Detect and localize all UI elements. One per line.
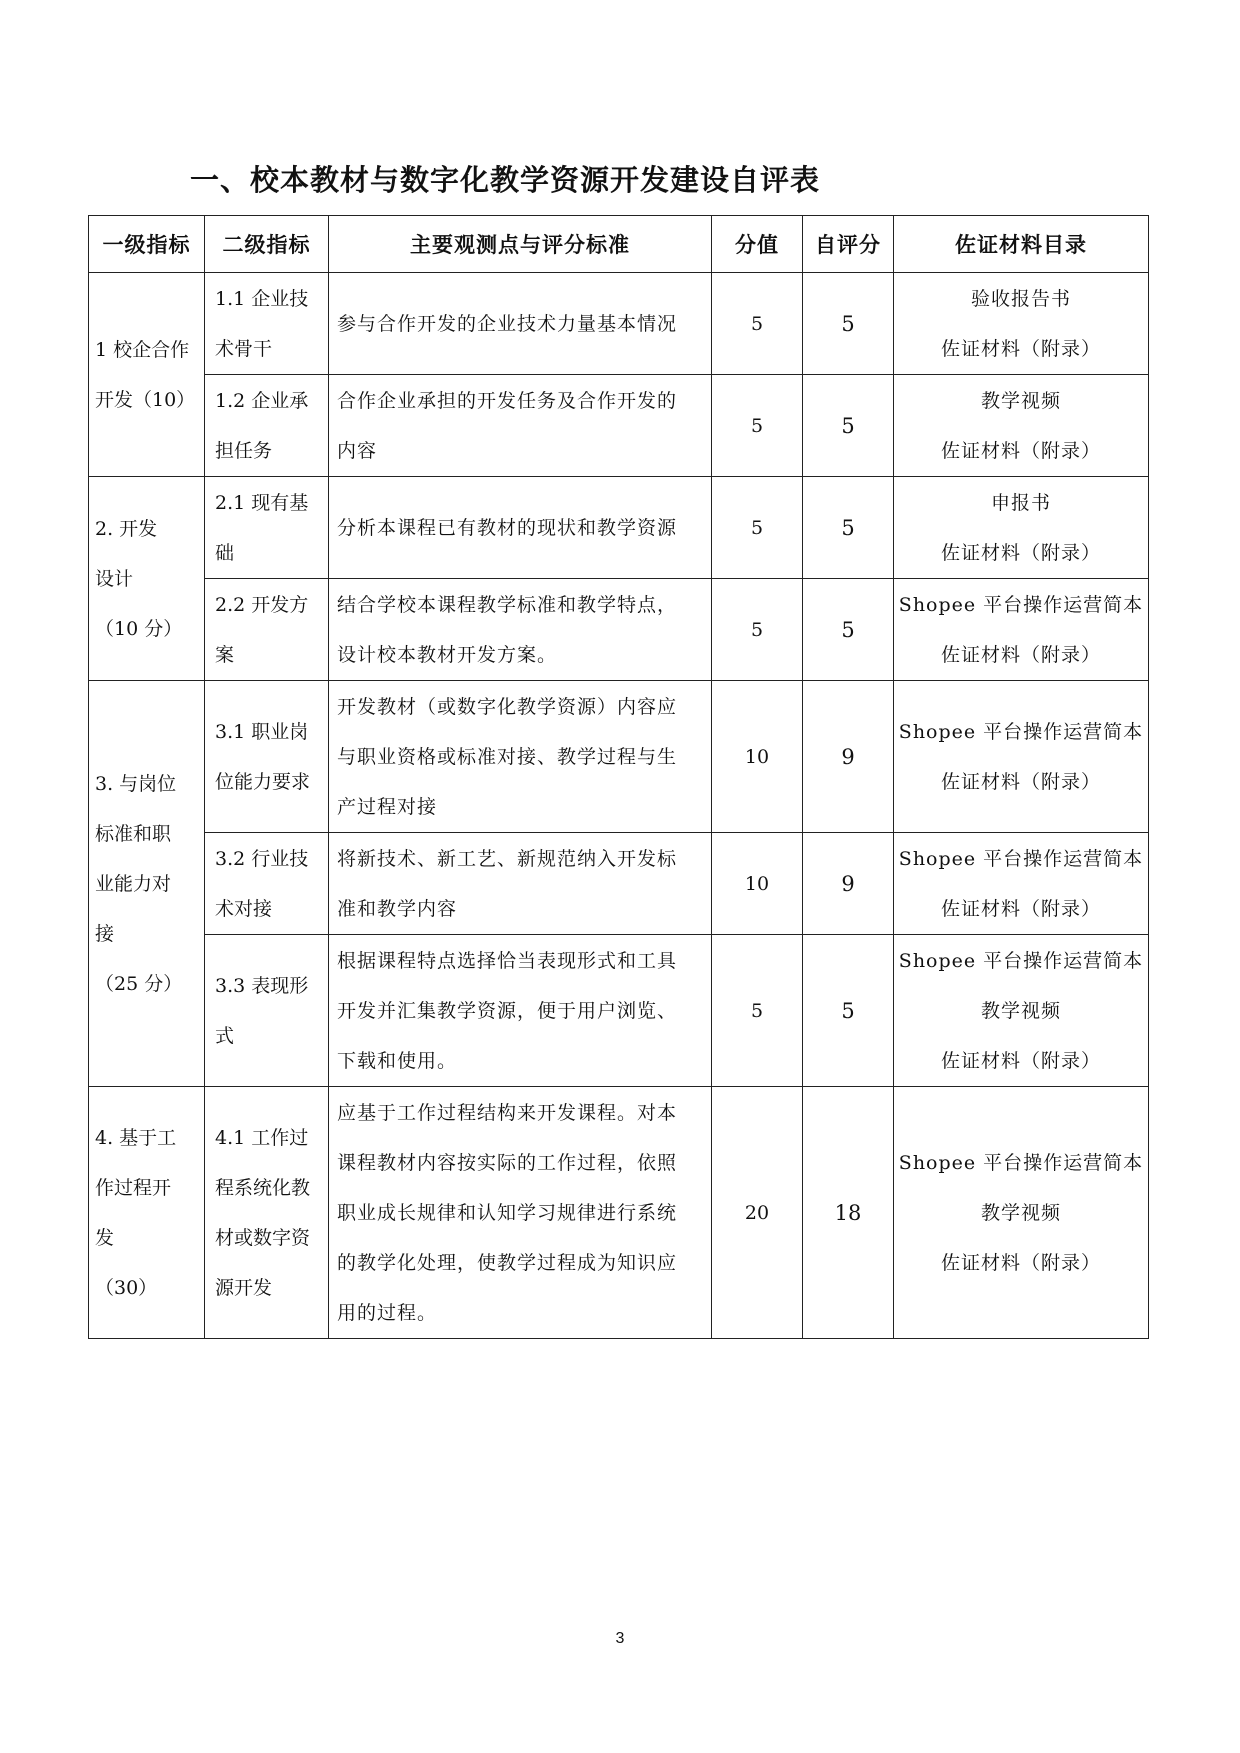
evidence-cell (894, 1087, 1149, 1339)
level1-text: 业能力对 (95, 872, 172, 895)
level2-text: 术骨干 (215, 337, 273, 360)
evidence-cell (894, 579, 1149, 681)
criteria-text: 应基于工作过程结构来开发课程。对本 (337, 1101, 678, 1124)
evidence-text: Shopee 平台操作运营简本 (898, 949, 1144, 972)
criteria-cell (329, 935, 712, 1087)
criteria-text: 分析本课程已有教材的现状和教学资源 (337, 516, 678, 539)
score-cell: 5 (712, 579, 803, 681)
level2-text: 2.2 开发方 (215, 593, 309, 616)
level2-text: 1.1 企业技 (215, 287, 309, 310)
criteria-cell (329, 579, 712, 681)
evidence-text: 佐证材料（附录） (940, 897, 1101, 920)
header-level1: 一级指标 (89, 216, 205, 273)
evidence-text: 佐证材料（附录） (940, 1049, 1101, 1072)
score-cell: 10 (712, 681, 803, 833)
self-score-cell: 18 (803, 1087, 894, 1339)
self-score-cell: 9 (803, 681, 894, 833)
level1-text: 开发（10） (95, 388, 196, 411)
table-row (89, 273, 1149, 375)
level2-text: 担任务 (215, 439, 273, 462)
level1-text: 发 (95, 1226, 115, 1249)
table-row (89, 579, 1149, 681)
criteria-text: 根据课程特点选择恰当表现形式和工具 (337, 949, 678, 972)
table-header-row (89, 216, 1149, 273)
header-score: 分值 (712, 216, 803, 273)
score-cell: 10 (712, 833, 803, 935)
level1-text: （10 分） (95, 617, 183, 640)
table-row (89, 935, 1149, 1087)
score-cell: 5 (712, 477, 803, 579)
evidence-text: Shopee 平台操作运营简本 (898, 593, 1144, 616)
criteria-cell (329, 375, 712, 477)
criteria-cell (329, 681, 712, 833)
level1-text: 4. 基于工 (95, 1126, 177, 1149)
level2-text: 术对接 (215, 897, 273, 920)
level2-text: 础 (215, 541, 235, 564)
evidence-text: 验收报告书 (970, 287, 1071, 310)
evidence-cell (894, 375, 1149, 477)
level2-text: 位能力要求 (215, 770, 311, 793)
level1-text: 2. 开发 (95, 517, 158, 540)
header-level2: 二级指标 (205, 216, 329, 273)
criteria-cell (329, 1087, 712, 1339)
evidence-text: 佐证材料（附录） (940, 439, 1101, 462)
self-score-cell: 5 (803, 935, 894, 1087)
level2-text: 3.1 职业岗 (215, 720, 309, 743)
self-score-cell: 5 (803, 477, 894, 579)
level1-text: 接 (95, 922, 115, 945)
evidence-text: Shopee 平台操作运营简本 (898, 720, 1144, 743)
table-row (89, 375, 1149, 477)
criteria-text: 课程教材内容按实际的工作过程，依照 (337, 1151, 678, 1174)
criteria-text: 下载和使用。 (337, 1049, 458, 1072)
criteria-text: 结合学校本课程教学标准和教学特点， (337, 593, 678, 616)
criteria-text: 内容 (337, 439, 378, 462)
criteria-text: 与职业资格或标准对接、教学过程与生 (337, 745, 678, 768)
self-score-cell: 9 (803, 833, 894, 935)
header-self-score: 自评分 (803, 216, 894, 273)
table-row (89, 681, 1149, 833)
evidence-text: Shopee 平台操作运营简本 (898, 1151, 1144, 1174)
evidence-text: 佐证材料（附录） (940, 1251, 1101, 1274)
level1-text: 1 校企合作 (95, 338, 190, 361)
level2-text: 3.2 行业技 (215, 847, 309, 870)
evidence-cell (894, 273, 1149, 375)
evidence-cell (894, 935, 1149, 1087)
level1-text: （30） (95, 1276, 158, 1299)
criteria-text: 设计校本教材开发方案。 (337, 643, 558, 666)
criteria-text: 将新技术、新工艺、新规范纳入开发标 (337, 847, 678, 870)
level1-cell (89, 477, 205, 681)
header-evidence: 佐证材料目录 (894, 216, 1149, 273)
criteria-text: 开发教材（或数字化教学资源）内容应 (337, 695, 678, 718)
self-score-cell: 5 (803, 375, 894, 477)
page-number: 3 (615, 1630, 625, 1647)
level2-text: 程系统化教 (215, 1176, 311, 1199)
evidence-text: 申报书 (990, 491, 1051, 514)
criteria-text: 的教学化处理，使教学过程成为知识应 (337, 1251, 678, 1274)
criteria-cell (329, 477, 712, 579)
evidence-text: 佐证材料（附录） (940, 770, 1101, 793)
evidence-text: 佐证材料（附录） (940, 643, 1101, 666)
level2-cell (205, 579, 329, 681)
level1-text: 设计 (95, 567, 134, 590)
level2-cell (205, 935, 329, 1087)
criteria-text: 参与合作开发的企业技术力量基本情况 (337, 312, 678, 335)
level1-text: 3. 与岗位 (95, 772, 177, 795)
level2-cell (205, 375, 329, 477)
evidence-cell (894, 833, 1149, 935)
score-cell: 5 (712, 375, 803, 477)
header-criteria: 主要观测点与评分标准 (329, 216, 712, 273)
criteria-text: 产过程对接 (337, 795, 438, 818)
evidence-text: 佐证材料（附录） (940, 541, 1101, 564)
level2-text: 源开发 (215, 1276, 273, 1299)
level2-text: 案 (215, 643, 235, 666)
level2-text: 式 (215, 1024, 235, 1047)
table-row (89, 833, 1149, 935)
criteria-text: 准和教学内容 (337, 897, 458, 920)
evidence-text: 教学视频 (980, 999, 1061, 1022)
self-score-cell: 5 (803, 273, 894, 375)
self-evaluation-table (88, 215, 1149, 1339)
level2-text: 4.1 工作过 (215, 1126, 309, 1149)
level2-text: 材或数字资 (215, 1226, 311, 1249)
criteria-text: 用的过程。 (337, 1301, 438, 1324)
score-cell: 5 (712, 935, 803, 1087)
score-cell: 20 (712, 1087, 803, 1339)
table-row (89, 1087, 1149, 1339)
level2-text: 3.3 表现形 (215, 974, 309, 997)
evidence-cell (894, 477, 1149, 579)
evidence-text: Shopee 平台操作运营简本 (898, 847, 1144, 870)
level2-cell (205, 1087, 329, 1339)
level2-text: 2.1 现有基 (215, 491, 309, 514)
page-title: 一、校本教材与数字化教学资源开发建设自评表 (190, 163, 821, 197)
level2-cell (205, 477, 329, 579)
criteria-text: 职业成长规律和认知学习规律进行系统 (337, 1201, 678, 1224)
evidence-text: 佐证材料（附录） (940, 337, 1101, 360)
level1-cell (89, 273, 205, 477)
evidence-cell (894, 681, 1149, 833)
level2-cell (205, 833, 329, 935)
criteria-text: 合作企业承担的开发任务及合作开发的 (337, 389, 678, 412)
evidence-text: 教学视频 (980, 1201, 1061, 1224)
level1-text: 作过程开 (95, 1176, 172, 1199)
criteria-cell (329, 833, 712, 935)
table-row (89, 477, 1149, 579)
criteria-text: 开发并汇集教学资源，便于用户浏览、 (337, 999, 678, 1022)
self-score-cell: 5 (803, 579, 894, 681)
level2-cell (205, 273, 329, 375)
level2-text: 1.2 企业承 (215, 389, 309, 412)
score-cell: 5 (712, 273, 803, 375)
level2-cell (205, 681, 329, 833)
level1-cell (89, 1087, 205, 1339)
level1-cell (89, 681, 205, 1087)
level1-text: 标准和职 (95, 822, 172, 845)
level1-text: （25 分） (95, 972, 183, 995)
criteria-cell (329, 273, 712, 375)
evidence-text: 教学视频 (980, 389, 1061, 412)
